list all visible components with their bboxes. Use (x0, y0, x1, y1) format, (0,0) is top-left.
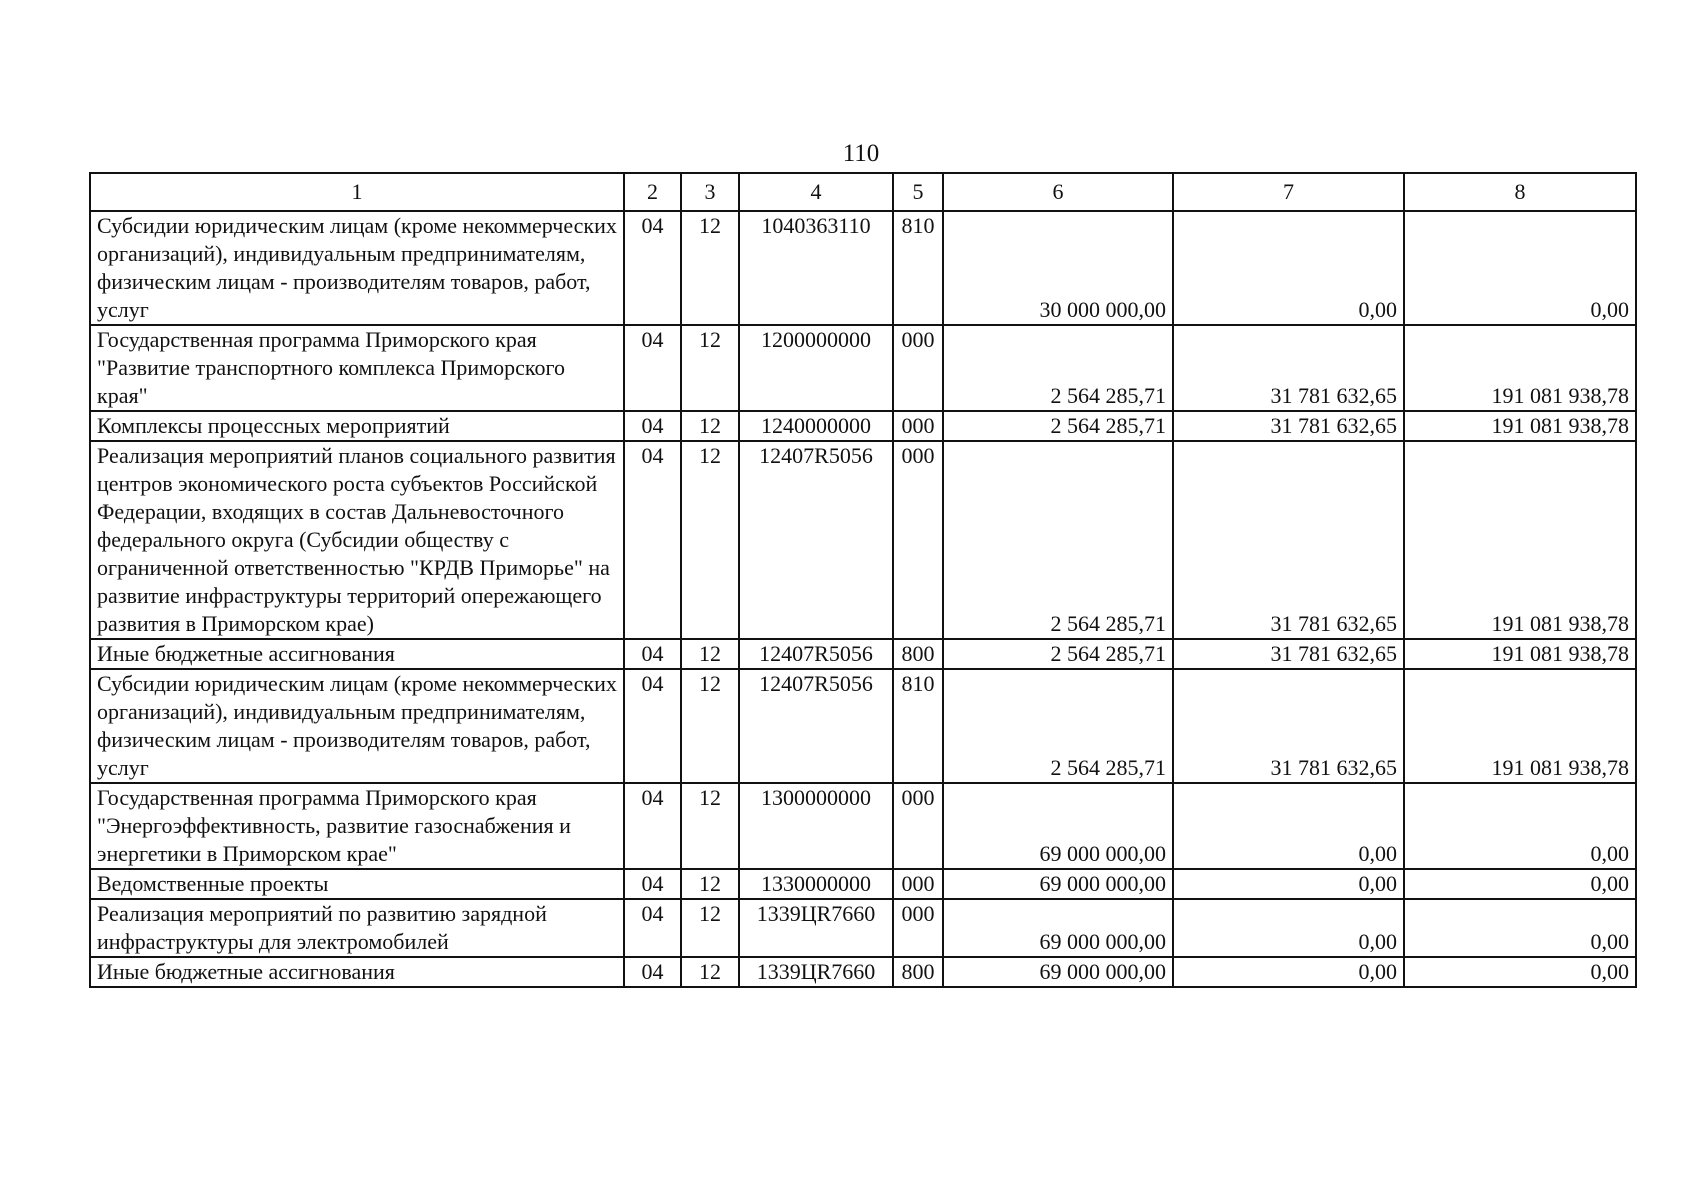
table-row (90, 957, 1636, 987)
row-description: Реализация мероприятий планов социального развития центров экономического роста субъектов Российской Федерации, входящих в состав Дальневосточного федерального округа (Субсидии обществу с ограниченной ответственностью "КРДВ Приморье" на развитие инфраструктуры территорий опережающего развития в Приморском крае) (90, 441, 624, 639)
row-target-article: 1200000000 (739, 325, 893, 411)
row-amount-col8: 0,00 (1404, 899, 1636, 957)
row-description: Ведомственные проекты (90, 869, 624, 899)
row-subsection-code: 12 (681, 783, 739, 869)
row-amount-col7: 0,00 (1173, 783, 1404, 869)
row-amount-col6: 69 000 000,00 (943, 783, 1173, 869)
row-section-code: 04 (624, 783, 681, 869)
row-amount-col8: 0,00 (1404, 869, 1636, 899)
row-amount-col6: 69 000 000,00 (943, 957, 1173, 987)
row-amount-col6: 2 564 285,71 (943, 411, 1173, 441)
row-expense-type: 000 (893, 899, 943, 957)
row-amount-col6: 30 000 000,00 (943, 211, 1173, 325)
row-expense-type: 810 (893, 211, 943, 325)
row-expense-type: 800 (893, 639, 943, 669)
row-subsection-code: 12 (681, 899, 739, 957)
header-row (90, 173, 1636, 211)
row-section-code: 04 (624, 899, 681, 957)
row-section-code: 04 (624, 441, 681, 639)
row-amount-col8: 191 081 938,78 (1404, 411, 1636, 441)
row-amount-col6: 2 564 285,71 (943, 441, 1173, 639)
column-header: 2 (624, 173, 681, 211)
row-target-article: 1300000000 (739, 783, 893, 869)
row-subsection-code: 12 (681, 211, 739, 325)
row-section-code: 04 (624, 869, 681, 899)
row-target-article: 1240000000 (739, 411, 893, 441)
row-section-code: 04 (624, 957, 681, 987)
row-expense-type: 000 (893, 441, 943, 639)
row-amount-col7: 31 781 632,65 (1173, 411, 1404, 441)
table-row (90, 899, 1636, 957)
column-header: 4 (739, 173, 893, 211)
table-row (90, 669, 1636, 783)
row-description: Государственная программа Приморского края "Энергоэффективность, развитие газоснабжения и энергетики в Приморском крае" (90, 783, 624, 869)
row-amount-col7: 0,00 (1173, 869, 1404, 899)
row-section-code: 04 (624, 211, 681, 325)
row-expense-type: 000 (893, 411, 943, 441)
row-amount-col7: 31 781 632,65 (1173, 441, 1404, 639)
row-subsection-code: 12 (681, 957, 739, 987)
row-amount-col7: 0,00 (1173, 899, 1404, 957)
table-row (90, 783, 1636, 869)
row-subsection-code: 12 (681, 441, 739, 639)
row-expense-type: 000 (893, 869, 943, 899)
row-amount-col8: 0,00 (1404, 957, 1636, 987)
row-expense-type: 000 (893, 325, 943, 411)
row-target-article: 12407R5056 (739, 639, 893, 669)
row-amount-col8: 0,00 (1404, 783, 1636, 869)
row-amount-col8: 0,00 (1404, 211, 1636, 325)
row-target-article: 12407R5056 (739, 441, 893, 639)
table-row (90, 211, 1636, 325)
row-target-article: 1339ЦR7660 (739, 957, 893, 987)
row-target-article: 1330000000 (739, 869, 893, 899)
row-subsection-code: 12 (681, 325, 739, 411)
column-header: 6 (943, 173, 1173, 211)
row-amount-col6: 69 000 000,00 (943, 869, 1173, 899)
column-header: 3 (681, 173, 739, 211)
table-row (90, 639, 1636, 669)
row-description: Государственная программа Приморского края "Развитие транспортного комплекса Приморского края" (90, 325, 624, 411)
row-description: Субсидии юридическим лицам (кроме некоммерческих организаций), индивидуальным предпринимателям, физическим лицам - производителям товаров, работ, услуг (90, 669, 624, 783)
row-amount-col7: 0,00 (1173, 957, 1404, 987)
row-expense-type: 000 (893, 783, 943, 869)
column-header: 5 (893, 173, 943, 211)
row-target-article: 1339ЦR7660 (739, 899, 893, 957)
row-target-article: 12407R5056 (739, 669, 893, 783)
row-amount-col8: 191 081 938,78 (1404, 441, 1636, 639)
row-description: Комплексы процессных мероприятий (90, 411, 624, 441)
table-row (90, 441, 1636, 639)
table-row (90, 411, 1636, 441)
row-amount-col7: 31 781 632,65 (1173, 325, 1404, 411)
table-row (90, 869, 1636, 899)
row-description: Иные бюджетные ассигнования (90, 957, 624, 987)
row-section-code: 04 (624, 325, 681, 411)
row-description: Иные бюджетные ассигнования (90, 639, 624, 669)
row-amount-col7: 0,00 (1173, 211, 1404, 325)
row-amount-col6: 2 564 285,71 (943, 669, 1173, 783)
row-amount-col8: 191 081 938,78 (1404, 669, 1636, 783)
row-amount-col6: 2 564 285,71 (943, 325, 1173, 411)
row-amount-col8: 191 081 938,78 (1404, 639, 1636, 669)
row-subsection-code: 12 (681, 411, 739, 441)
column-header: 1 (90, 173, 624, 211)
row-amount-col7: 31 781 632,65 (1173, 639, 1404, 669)
row-section-code: 04 (624, 669, 681, 783)
row-target-article: 1040363110 (739, 211, 893, 325)
row-subsection-code: 12 (681, 669, 739, 783)
row-amount-col6: 2 564 285,71 (943, 639, 1173, 669)
table-row (90, 325, 1636, 411)
row-expense-type: 810 (893, 669, 943, 783)
row-description: Субсидии юридическим лицам (кроме некоммерческих организаций), индивидуальным предпринимателям, физическим лицам - производителям товаров, работ, услуг (90, 211, 624, 325)
row-section-code: 04 (624, 639, 681, 669)
row-subsection-code: 12 (681, 869, 739, 899)
row-amount-col7: 31 781 632,65 (1173, 669, 1404, 783)
row-expense-type: 800 (893, 957, 943, 987)
page-number: 110 (842, 140, 880, 167)
row-subsection-code: 12 (681, 639, 739, 669)
row-description: Реализация мероприятий по развитию зарядной инфраструктуры для электромобилей (90, 899, 624, 957)
row-amount-col6: 69 000 000,00 (943, 899, 1173, 957)
row-amount-col8: 191 081 938,78 (1404, 325, 1636, 411)
row-section-code: 04 (624, 411, 681, 441)
column-header: 7 (1173, 173, 1404, 211)
budget-table (89, 172, 1637, 988)
column-header: 8 (1404, 173, 1636, 211)
